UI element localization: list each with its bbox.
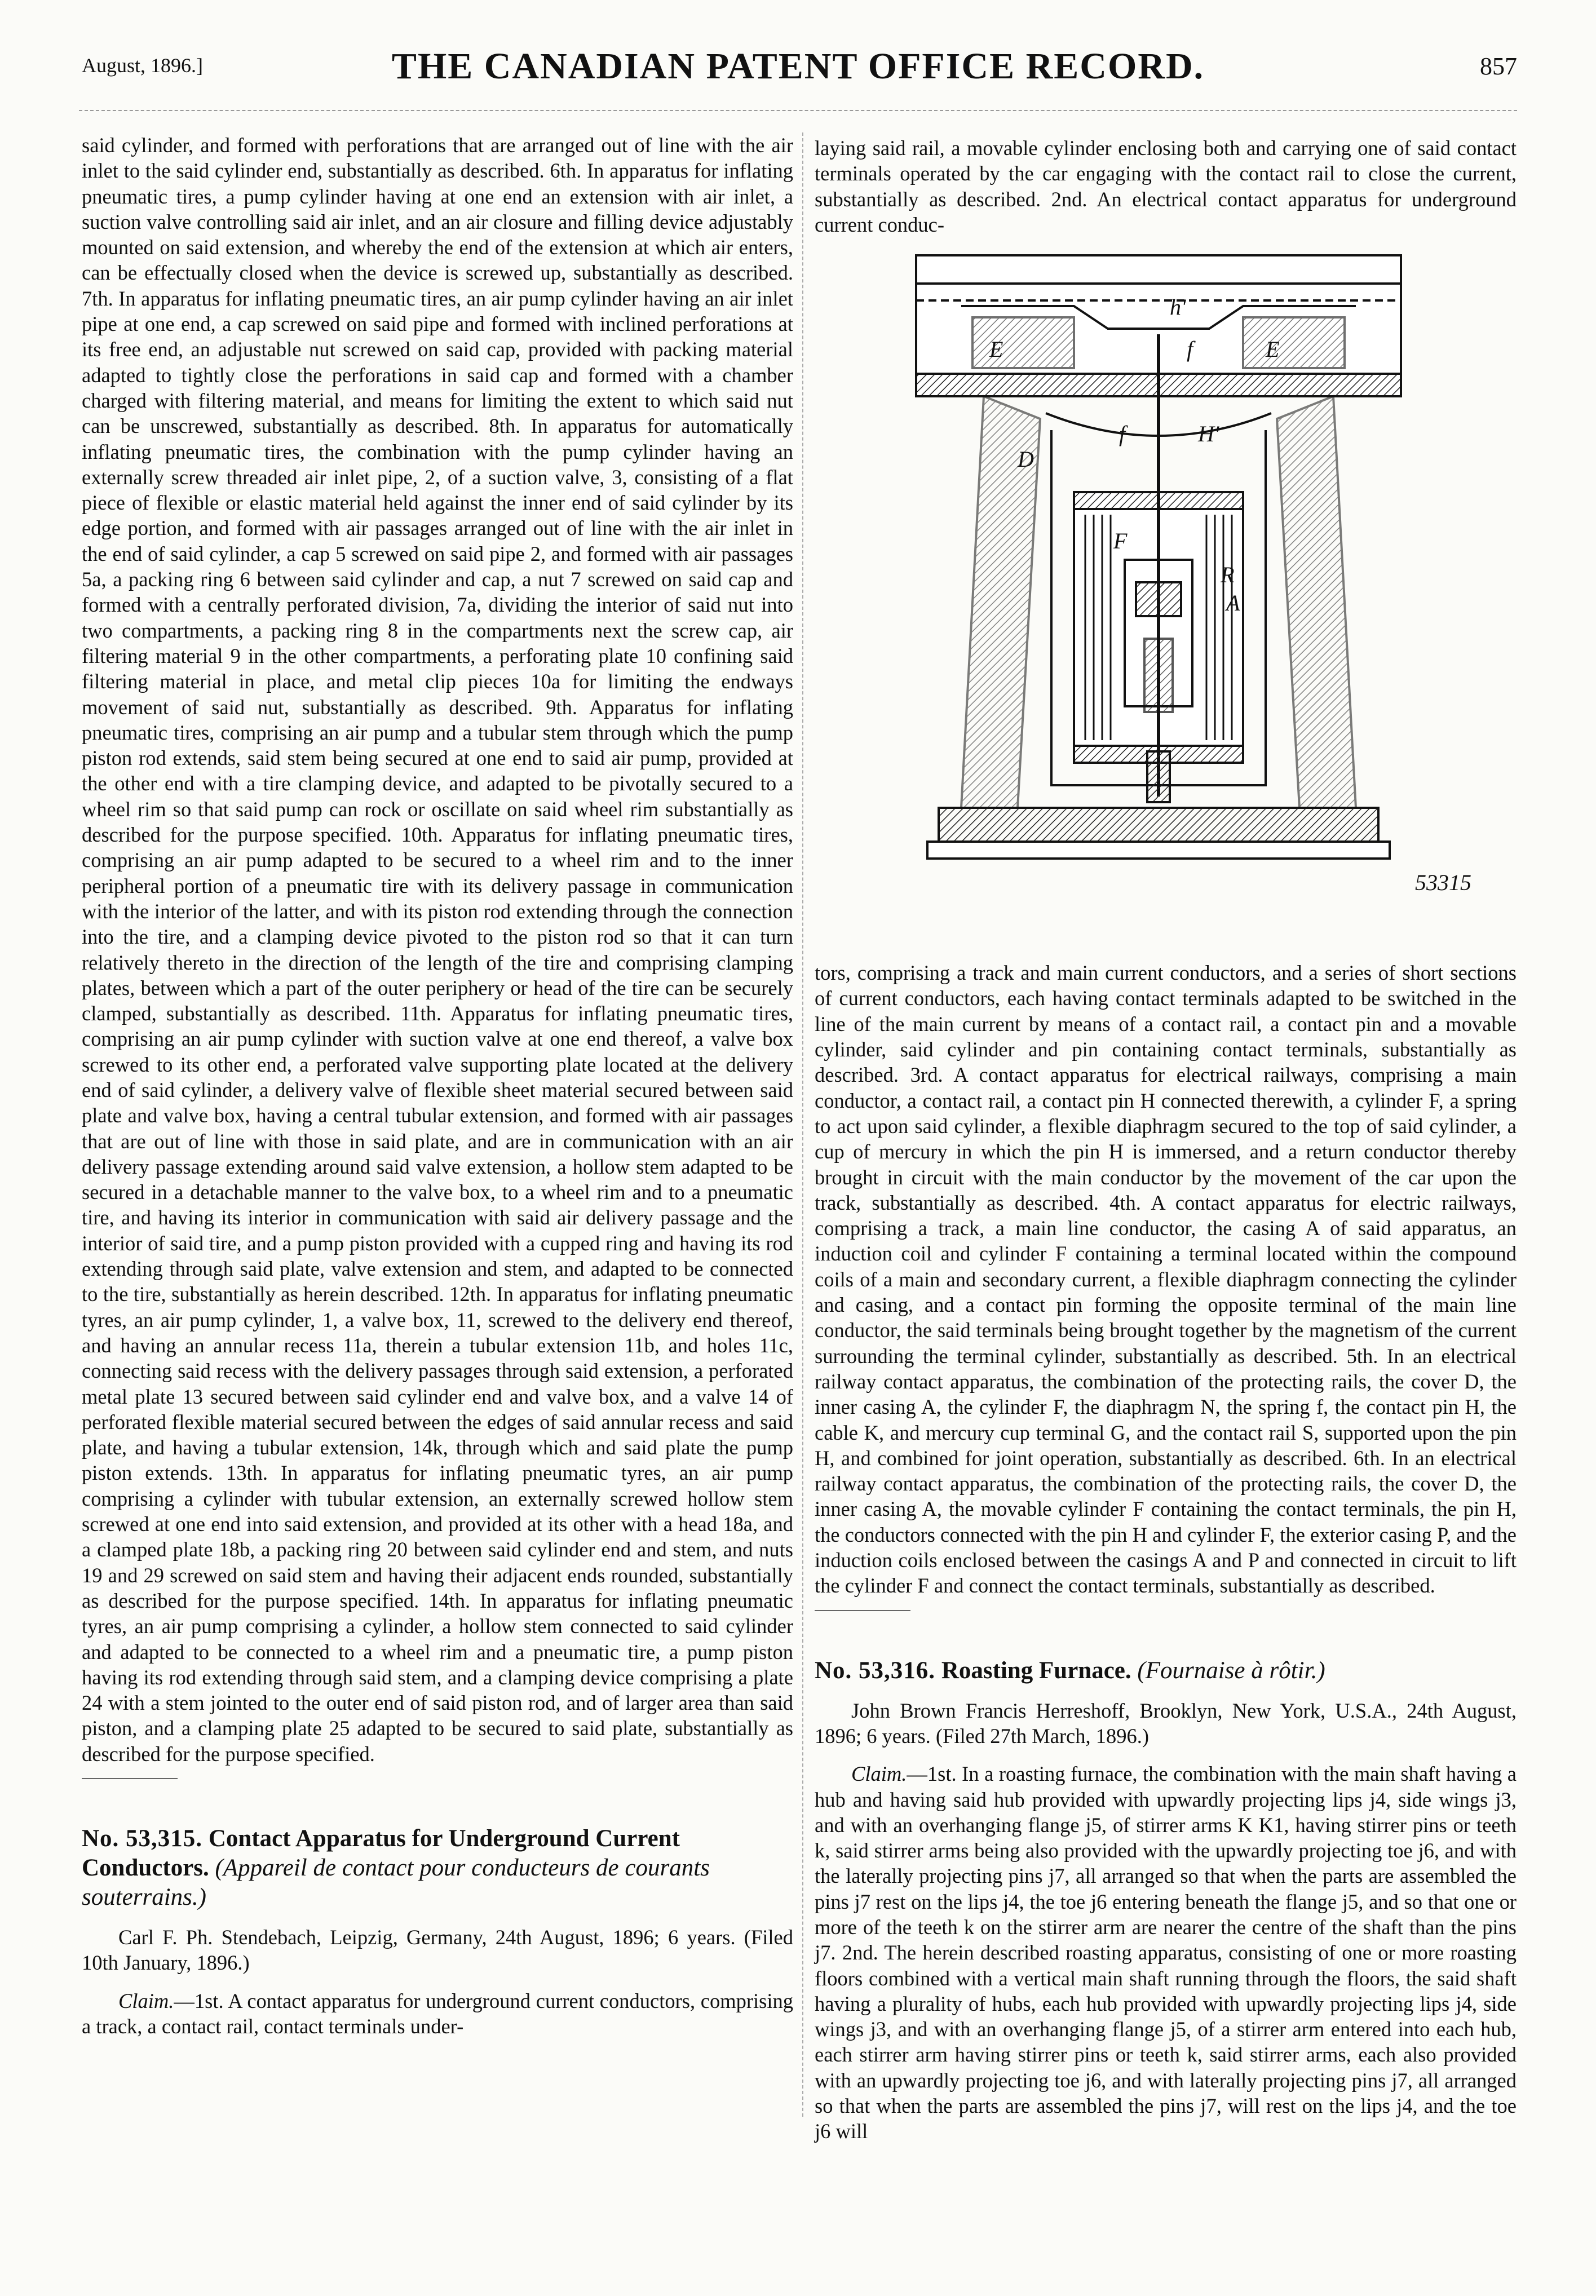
right-column xyxy=(815,135,1517,2144)
patent-french-title-right: (Fournaise à rôtir.) xyxy=(1137,1657,1325,1684)
claim-text: —1st. A contact apparatus for underground current conductors, comprising a track, a contact rail, contact terminals under- xyxy=(82,1989,793,2038)
patent-inventor-right: John Brown Francis Herreshoff, Brooklyn, New York, U.S.A., 24th August, 1896; 6 years. (Filed 27th March, 1896.) xyxy=(815,1698,1517,1748)
page-header xyxy=(0,0,1596,85)
header-rule xyxy=(79,110,1517,111)
claim-label: Claim. xyxy=(118,1989,174,2012)
issue-date: August, 1896.] xyxy=(82,54,203,77)
figure-number: 53315 xyxy=(1415,870,1471,896)
patent-claims-continued: said cylinder, and formed with perforations that are arranged out of line with the air inlet to the said cylinder end, substantially as described. 6th. In apparatus for inflating pneumatic tires, a pump cylinder having at one end an extension with air inlet, a suction valve controlling said air inlet, and an air closure and filling device adjustably mounted on said extension, and whereby the end of the extension at which air enters, can be effectually closed when the device is screwed up, substantially as described. 7th. In apparatus for inflating pneumatic tires, an air pump cylinder having an air inlet pipe at one end, a cap screwed on said pipe and formed with inclined perforations at its free end, an adjustable nut screwed on said cap, provided with packing material adapted to tightly close the perforations in said cap and formed with a chamber charged with filtering material, and means for limiting the extent to which said nut can be unscrewed, substantially as described. 8th. In apparatus for automatically inflating pneumatic tires, the combination with the pump cylinder having an externally screw threaded air inlet pipe, 2, of a suction valve, 3, consisting of a flat piece of flexible or elastic material held against the inner end of said cylinder by its edge portion, and formed with air passages arranged out of line with the air inlet in the end of said cylinder, a cap 5 screwed on said pipe 2, and formed with air passages 5a, a packing ring 6 between said cylinder and cap, a nut 7 screwed on said cap and formed with a centrally perforated division, 7a, dividing the interior of said nut into two compartments, a packing ring 8 in the compartments next the screw cap, air filtering material 9 in the other compartments, a perforating plate 10 confining said filtering material in place, and metal clip pieces 10a for limiting the endways movement of said nut, substantially as described. 9th. Apparatus for inflating pneumatic tires, comprising an air pump and a tubular stem through which the pump piston rod extends, said stem being secured at one end to said air pump, provided at the other end with a tire clamping device, and adapted to be pivotally secured to a wheel rim so that said pump can rock or oscillate on said wheel rim substantially as described for the purpose specified. 10th. Apparatus for inflating pneumatic tires, comprising an air pump adapted to be secured to a wheel rim and to the inner peripheral portion of a pneumatic tire with its delivery passage in communication with the interior of the latter, and with its piston rod extending through the connection into the tire, and a clamping device pivoted to the piston rod so that it can turn relatively thereto in the direction of the length of the tire and comprising clamping plates, between which a part of the outer periphery or head of the tire can be securely clamped, substantially as described. 11th. Apparatus for inflating pneumatic tires, comprising an air pump cylinder with suction valve at one end thereof, a valve box screwed to its other end, a perforated valve supporting plate located at the delivery end of said cylinder, a delivery valve of flexible sheet material secured between said plate and valve box, having a central tubular extension, and formed with air passages that are out of line with those in said plate, and are in communication with an air delivery passage extending around said valve extension, a hollow stem adapted to be secured in a detachable manner to the valve box, to a wheel rim and to a pneumatic tire, and having its interior in communication with said air delivery passage and the interior of said tire, and a pump piston provided with a cupped ring and having its rod extending through said plate, valve extension and stem, and adapted to be connected to the tire, substantially as herein described. 12th. In apparatus for inflating pneumatic tyres, an air pump cylinder, 1, a valve box, 11, screwed to the delivery end thereof, and having an annular recess 11a, therein a tubular extension 11b, and holes 11c, connecting said recess with the delivery passages through said extension, a perforated metal plate 13 secured between said cylinder end and valve box, and a valve 14 of perforated flexible material secured between the edges of said annular recess and said plate, and having a tubular extension, 14k, through which and said plate the pump piston extends. 13th. In apparatus for inflating pneumatic tyres, an air pump comprising a cylinder with tubular extension, an externally screwed hollow stem screwed at one end into said extension, and provided at its other with a head 18a, and a clamped plate 18b, a packing ring 20 between said cylinder end and stem, and nuts 19 and 29 screwed on said stem and having their adjacent ends rounded, substantially as described for the purpose specified. 14th. In apparatus for inflating pneumatic tyres, an air pump comprising a cylinder, a hollow stem connected to said cylinder and adapted to be connected to a wheel rim and a pneumatic tire, a pump piston having its rod extending through said stem, and a clamping device comprising a plate 24 with a stem jointed to the outer end of said piston rod, and of larger area than said piston, and a clamping plate 25 adapted to be secured to said plate, substantially as described for the purpose specified. xyxy=(82,134,793,1766)
entry-divider-right xyxy=(815,1610,910,1611)
claim-label-right: Claim. xyxy=(851,1762,907,1786)
entry-divider xyxy=(82,1778,178,1779)
left-column xyxy=(82,132,793,2039)
svg-text:E: E xyxy=(1266,337,1280,362)
patent-title: Contact Apparatus for Underground Current Conductors. xyxy=(82,1825,680,1881)
patent-number: No. 53,315. xyxy=(82,1825,203,1852)
patent-number-right: No. 53,316. xyxy=(815,1657,936,1684)
svg-text:R: R xyxy=(1221,562,1235,588)
svg-text:f: f xyxy=(1187,337,1193,362)
svg-text:H': H' xyxy=(1198,421,1219,447)
label-h-prime: h' xyxy=(1170,294,1186,320)
patent-claims-continued-right: tors, comprising a track and main current conductors, and a series of short sections of current conductors, each having contact terminals adapted to be switched in the line of the main current by means of a contact rail, a contact pin and a movable cylinder, said cylinder and pin containing contact terminals, substantially as described. 3rd. A contact apparatus for electrical railways, comprising a main conductor, a contact rail, a contact pin H connected therewith, a cylinder F, a spring to act upon said cylinder, a flexible diaphragm secured to the top of said cylinder, a cup of mercury in which the pin H is immersed, and a return conductor thereby brought in circuit with the main conductor by the movement of the car upon the track, substantially as described. 4th. A contact apparatus for electric railways, comprising a track, a main line conductor, the casing A of said apparatus, an induction coil and cylinder F containing a terminal located within the compound coils of a main and secondary current, a flexible diaphragm connecting the cylinder and casing, and a contact pin forming the opposite terminal of the main line conductor, the said terminals being brought together by the magnetism of the current surrounding the terminal cylinder, substantially as described. 5th. In an electrical railway contact apparatus, the combination of the protecting rails, the cover D, the inner casing A, the cylinder F, the diaphragm N, the spring f, the contact pin H, the cable K, and mercury cup terminal G, and the contact rail S, supported upon the pin H, and combined for joint operation, substantially as described. 6th. In an electrical railway contact apparatus, the combination of the protecting rails, the cover D, the inner casing A, the movable cylinder F containing the contact terminals, the pin H, the conductors connected with the pin H and cylinder F, the exterior casing P, and the induction coils enclosed between the casings A and P and connected in circuit to lift the cylinder F and connect the contact terminals, substantially as described. xyxy=(815,961,1517,1598)
page-number: 857 xyxy=(1480,52,1517,80)
patent-inventor: Carl F. Ph. Stendebach, Leipzig, Germany, 24th August, 1896; 6 years. (Filed 10th January, 1896.) xyxy=(82,1926,793,1975)
patent-entry-heading-right xyxy=(815,1656,1517,1685)
patent-entry-heading xyxy=(82,1824,793,1912)
publication-title: THE CANADIAN PATENT OFFICE RECORD. xyxy=(391,46,1205,87)
svg-text:F: F xyxy=(1113,528,1128,554)
patent-title-right: Roasting Furnace. xyxy=(941,1657,1131,1684)
patent-claims-top: laying said rail, a movable cylinder enclosing both and carrying one of said contact terminals operated by the car engaging with the contact rail to close the current, substantially as described. 2nd. An electrical contact apparatus for underground current conduc- xyxy=(815,136,1517,236)
contact-apparatus-drawing xyxy=(905,244,1412,875)
svg-text:D: D xyxy=(1018,446,1034,472)
column-divider xyxy=(802,132,803,2117)
patent-claim xyxy=(82,1988,793,2040)
svg-text:f: f xyxy=(1119,421,1126,447)
patent-drawing xyxy=(815,244,1517,949)
patent-claim-right xyxy=(815,1761,1517,2144)
claim-text-right: —1st. In a roasting furnace, the combination with the main shaft having a hub and having said hub provided with upwardly projecting lips j4, side wings j3, and with an overhanging flange j5, of stirrer arms K K1, having stirrer pins or teeth k, said stirrer arms being also provided with the upwardly projecting toe j6, and with the laterally projecting pins j7, all arranged so that when the parts are assembled the pins j7 rest on the lips j4, the toe j6 entering beneath the flange j5, and so that one or more of the teeth k on the stirrer arm are nearer the centre of the shaft than the pins j7. 2nd. The herein described roasting apparatus, consisting of one or more roasting floors combined with a vertical main shaft running through the floors, the said shaft having a plurality of hubs, each hub provided with upwardly projecting lips j4, side wings j3, and with an overhanging flange j5, of a stirrer arm entered into each hub, each stirrer arm having stirrer pins or teeth k, said stirrer arms, each also provided with an upwardly projecting toe j6, and with laterally projecting pins j7, all arranged so that when the parts are assembled the pins j7, will rest on the lips j4, and the toe j6 will xyxy=(815,1762,1517,2143)
svg-text:A: A xyxy=(1226,590,1240,616)
svg-text:E: E xyxy=(989,337,1003,362)
patent-french-title: (Appareil de contact pour conducteurs de courants souterrains.) xyxy=(82,1855,710,1910)
